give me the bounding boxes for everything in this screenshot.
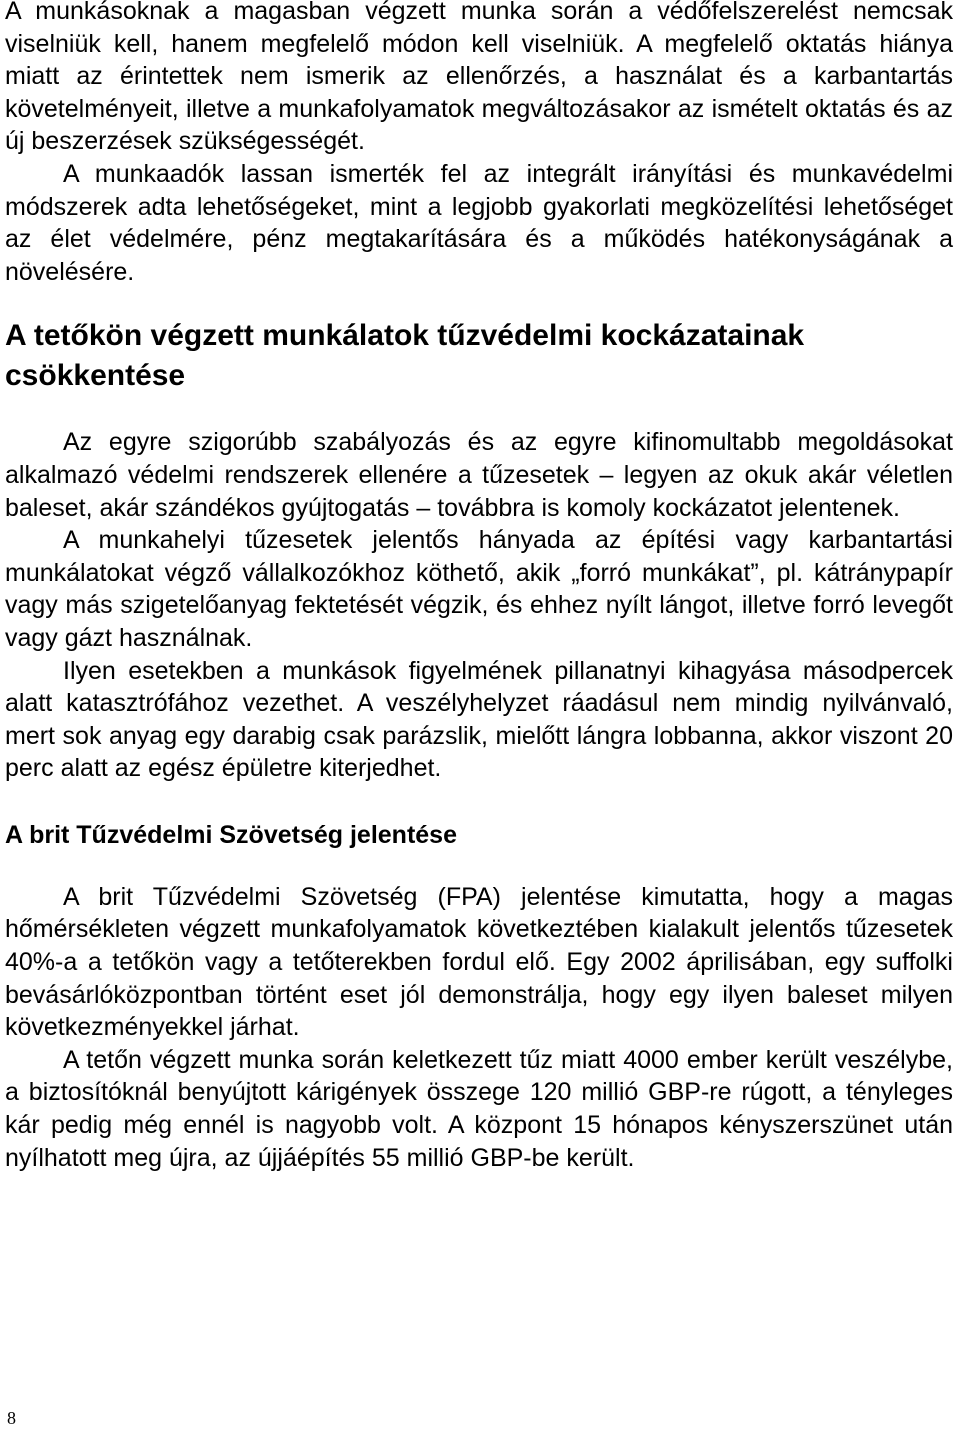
heading-fpa-report: A brit Tűzvédelmi Szövetség jelentése — [5, 820, 457, 849]
paragraph-suffolk-incident: A tetőn végzett munka során keletkezett tűz miatt 4000 ember került veszélybe, a biztosítóknál benyújtott kárigények összege 120 millió GBP-re rúgott, a tényleges kár pedig még ennél is nagyobb volt. A központ 15 hónapos kényszerszünet után nyílhatott meg újra, az újjáépítés 55 millió GBP-be került. — [5, 1045, 953, 1172]
document-page — [5, 0, 953, 1174]
paragraph-protective-equipment: A munkásoknak a magasban végzett munka során a védőfelszerelést nemcsak viselniük kell, hanem megfelelő módon kell viselniük. A megfelelő oktatás hiánya miatt az érintettek nem ismerik az ellenőrzés, a használat és a karbantartás követelményeit, illetve a munkafolyamatok megváltozásakor az ismételt oktatás és az új beszerzések szükségességét. — [5, 0, 953, 156]
paragraph-hot-work: A munkahelyi tűzesetek jelentős hányada az építési vagy karbantartási munkálatokat végző vállalkozókhoz köthető, akik „forró munkákat”, pl. kátránypapír vagy más szigetelőanyag fektetését végzik, és ehhez nyílt lángot, illetve forró levegőt vagy gázt használnak. — [5, 526, 953, 652]
paragraph-fpa-findings: A brit Tűzvédelmi Szövetség (FPA) jelentése kimutatta, hogy a magas hőmérsékleten végzett munkafolyamatok következtében kialakult jelentős tűzesetek 40%-a a tetőkön vagy a tetőterekben fordul elő. Egy 2002 áprilisában, egy suffolki bevásárlóközpontban történt eset jól demonstrálja, hogy egy ilyen baleset milyen következményekkel járhat. — [5, 882, 953, 1042]
paragraph-employers: A munkaadók lassan ismerték fel az integrált irányítási és munkavédelmi módszerek adta lehetőségeket, mint a legjobb gyakorlati megközelítési lehetőséget az élet védelmére, pénz megtakarítására és a működés hatékonyságának a növelésére. — [5, 159, 953, 286]
paragraph-regulation: Az egyre szigorúbb szabályozás és az egyre kifinomultabb megoldásokat alkalmazó védelmi rendszerek ellenére a tűzesetek – legyen az okuk akár véletlen baleset, akár szándékos gyújtogatás – továbbra is komoly kockázatot jelentenek. — [5, 428, 953, 522]
heading-roof-fire-risk: A tetőkön végzett munkálatok tűzvédelmi kockázatainak csökkentése — [5, 319, 805, 393]
page-number: 8 — [7, 1408, 16, 1428]
paragraph-attention: Ilyen esetekben a munkások figyelmének pillanatnyi kihagyása másodpercek alatt katasztrófához vezethet. A veszélyhelyzet ráadásul nem mindig nyilvánvaló, mert sok anyag egy darabig csak parázslik, mielőtt lángra lobbanna, akkor viszont 20 perc alatt az egész épületre kiterjedhet. — [5, 656, 953, 783]
